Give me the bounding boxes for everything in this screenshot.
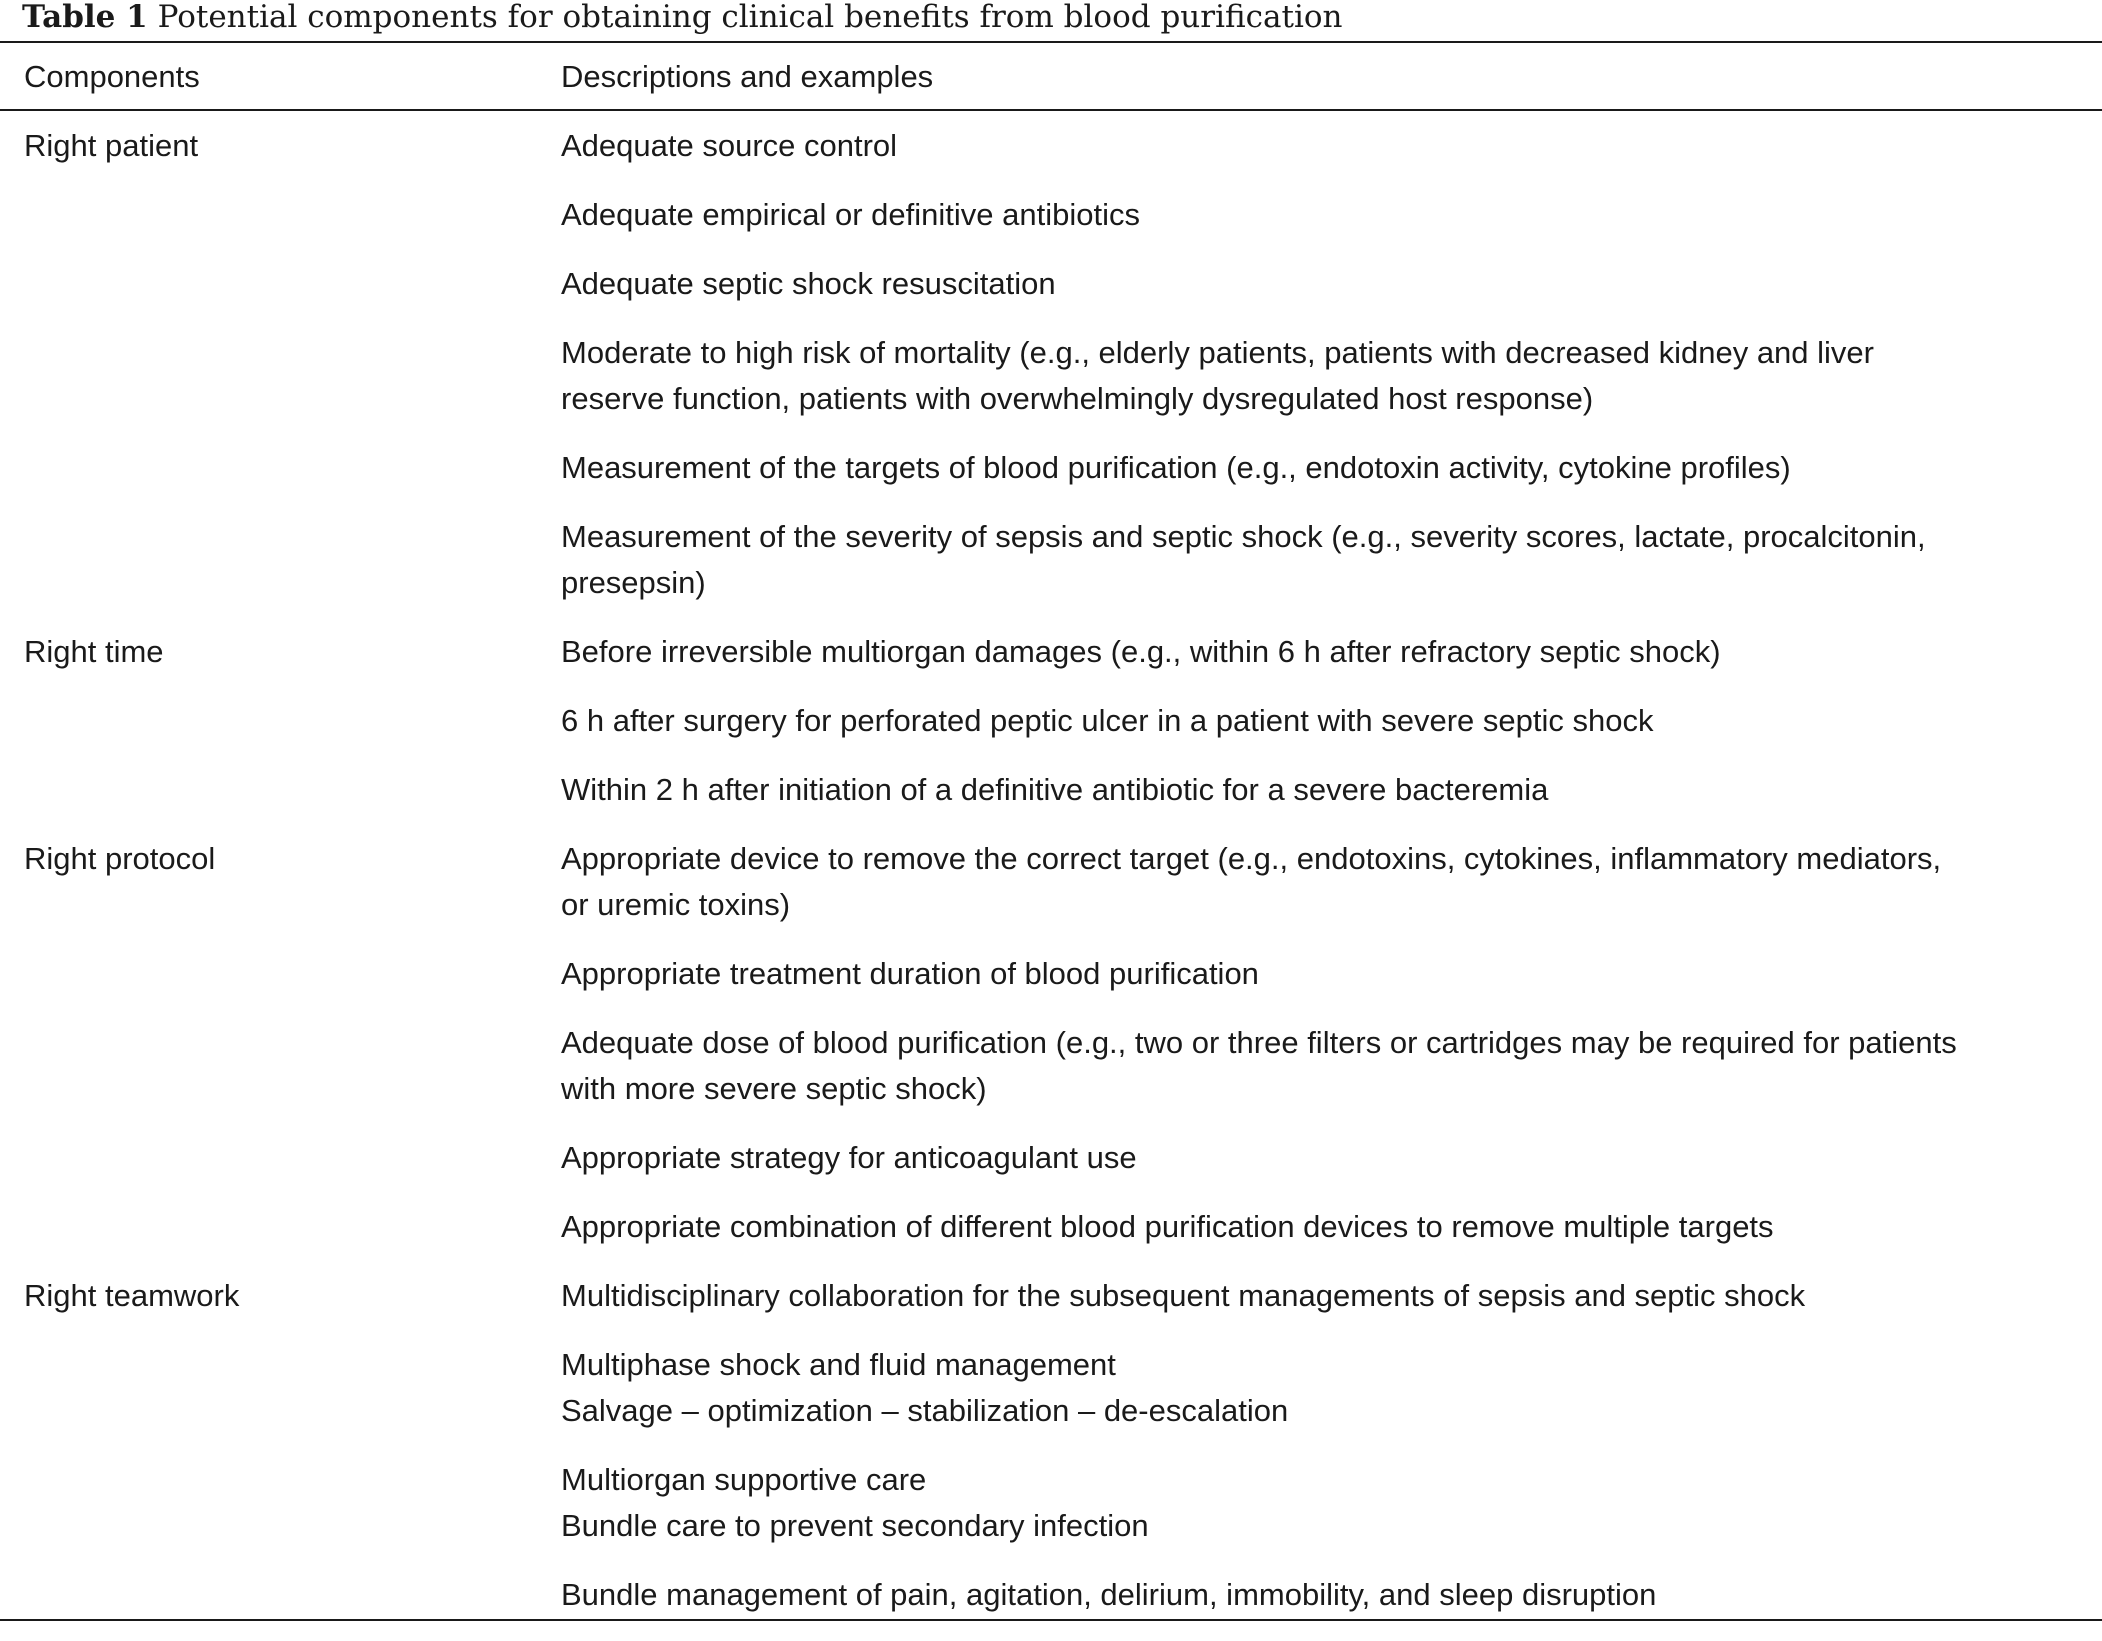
description-line: Appropriate combination of different blood purification devices to remove multiple targets: [561, 1209, 1774, 1244]
description-item: [561, 836, 2081, 928]
description-item: [561, 1135, 2081, 1181]
table-body: [0, 123, 2102, 1641]
description-item: [561, 698, 2081, 744]
component-name: Right time: [24, 634, 164, 669]
description-line: reserve function, patients with overwhelmingly dysregulated host response): [561, 381, 1594, 416]
description-line: Adequate source control: [561, 128, 898, 163]
component-group: [0, 123, 2102, 606]
description-item: [561, 1342, 2081, 1434]
description-item: [561, 514, 2081, 606]
description-line: Adequate dose of blood purification (e.g., two or three filters or cartridges may be required for patients: [561, 1025, 1957, 1060]
description-line: Bundle management of pain, agitation, delirium, immobility, and sleep disruption: [561, 1577, 1657, 1612]
description-line: Appropriate device to remove the correct target (e.g., endotoxins, cytokines, inflammatory mediators,: [561, 841, 1942, 876]
description-line: Measurement of the targets of blood purification (e.g., endotoxin activity, cytokine profiles): [561, 450, 1791, 485]
component-group: [0, 1273, 2102, 1618]
header-components: Components: [24, 59, 200, 94]
description-list: [561, 123, 2081, 606]
description-item: [561, 1204, 2081, 1250]
description-line: Within 2 h after initiation of a definitive antibiotic for a severe bacteremia: [561, 772, 1549, 807]
component-name: Right patient: [24, 128, 199, 163]
description-line: Before irreversible multiorgan damages (e.g., within 6 h after refractory septic shock): [561, 634, 1721, 669]
description-item: [561, 123, 2081, 169]
description-list: [561, 1273, 2081, 1618]
description-line: Appropriate strategy for anticoagulant use: [561, 1140, 1137, 1175]
table-label: Table 1: [22, 0, 148, 35]
component-group: [0, 836, 2102, 1250]
description-line: 6 h after surgery for perforated peptic ulcer in a patient with severe septic shock: [561, 703, 1654, 738]
description-line: Multidisciplinary collaboration for the subsequent managements of sepsis and septic shock: [561, 1278, 1806, 1313]
description-item: [561, 767, 2081, 813]
description-item: [561, 445, 2081, 491]
description-item: [561, 1020, 2081, 1112]
description-list: [561, 629, 2081, 813]
description-line: Multiphase shock and fluid management: [561, 1347, 1116, 1382]
header-descriptions: Descriptions and examples: [561, 59, 934, 94]
description-item: [561, 330, 2081, 422]
table-header-rule: [0, 109, 2102, 111]
description-line: or uremic toxins): [561, 887, 791, 922]
description-item: [561, 1457, 2081, 1549]
table-bottom-rule: [0, 1619, 2102, 1621]
table-header-row: [0, 54, 2102, 102]
description-line: Moderate to high risk of mortality (e.g., elderly patients, patients with decreased kidney and liver: [561, 335, 1874, 370]
description-line: Salvage – optimization – stabilization – de-escalation: [561, 1393, 1289, 1428]
description-line: Measurement of the severity of sepsis and septic shock (e.g., severity scores, lactate, procalcitonin,: [561, 519, 1926, 554]
description-line: Multiorgan supportive care: [561, 1462, 927, 1497]
description-item: [561, 629, 2081, 675]
description-item: [561, 951, 2081, 997]
description-line: Appropriate treatment duration of blood purification: [561, 956, 1259, 991]
component-name: Right protocol: [24, 841, 216, 876]
table-top-rule: [0, 41, 2102, 43]
description-item: [561, 261, 2081, 307]
description-item: [561, 192, 2081, 238]
description-line: Adequate empirical or definitive antibiotics: [561, 197, 1140, 232]
description-list: [561, 836, 2081, 1250]
table-caption: [22, 0, 1343, 36]
description-item: [561, 1273, 2081, 1319]
description-line: Bundle care to prevent secondary infection: [561, 1508, 1149, 1543]
description-line: with more severe septic shock): [561, 1071, 987, 1106]
component-name: Right teamwork: [24, 1278, 240, 1313]
description-line: presepsin): [561, 565, 706, 600]
table-title: Potential components for obtaining clinical benefits from blood purification: [157, 0, 1343, 35]
description-line: Adequate septic shock resuscitation: [561, 266, 1056, 301]
component-group: [0, 629, 2102, 813]
description-item: [561, 1572, 2081, 1618]
